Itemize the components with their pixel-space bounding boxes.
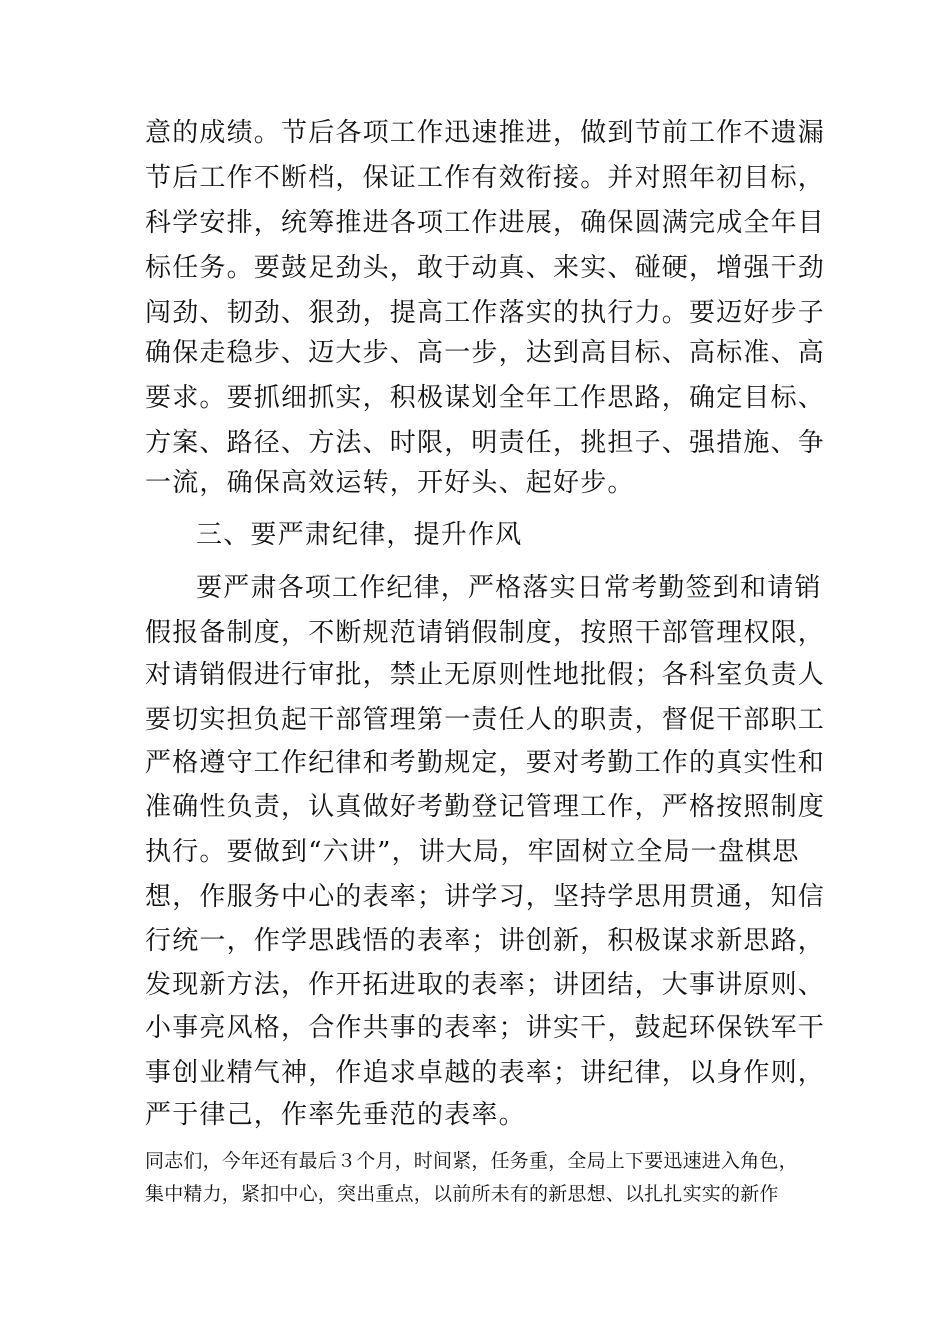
paragraph-1-line: 节后工作不断档，保证工作有效衔接。并对照年初目标， [145,163,826,193]
paragraph-1-line: 意的成绩。节后各项工作迅速推进，做到节前工作不遗漏 [145,118,826,148]
paragraph-2-line: 要切实担负起干部管理第一责任人的职责，督促干部职工 [145,705,826,735]
section-heading: 三、要严肃纪律，提升作风 [196,520,523,550]
paragraph-1-line: 科学安排，统筹推进各项工作进展，确保圆满完成全年目 [145,208,826,238]
paragraph-2-line: 行统一，作学思践悟的表率；讲创新，积极谋求新思路， [145,926,826,956]
paragraph-1-line: 方案、路径、方法、时限，明责任，挑担子、强措施、争 [145,428,826,458]
paragraph-2-line: 小事亮风格，合作共事的表率；讲实干，鼓起环保铁军干 [145,1013,826,1043]
paragraph-3-line: 集中精力，紧扣中心，突出重点，以前所未有的新思想、以扎扎实实的新作 [145,1183,779,1205]
paragraph-2-line: 事创业精气神，作追求卓越的表率；讲纪律，以身作则， [145,1058,826,1088]
paragraph-3-line: 同志们，今年还有最后３个月，时间紧，任务重，全局上下要迅速进入角色， [145,1150,798,1172]
paragraph-2-line: 发现新方法，作开拓进取的表率；讲团结，大事讲原则、 [145,970,826,1000]
paragraph-1-line: 确保走稳步、迈大步、高一步，达到高目标、高标准、高 [145,338,826,368]
paragraph-2-line: 要严肃各项工作纪律，严格落实日常考勤签到和请销 [196,573,822,603]
paragraph-1-line: 标任务。要鼓足劲头，敢于动真、来实、碰硬，增强干劲 [145,253,826,283]
paragraph-2-line: 严格遵守工作纪律和考勤规定，要对考勤工作的真实性和 [145,748,826,778]
paragraph-1-line: 闯劲、韧劲、狠劲，提高工作落实的执行力。要迈好步子 [145,298,826,328]
paragraph-1-line: 一流，确保高效运转，开好头、起好步。 [145,468,635,498]
paragraph-2-line: 假报备制度，不断规范请销假制度，按照干部管理权限， [145,618,826,648]
paragraph-2-line: 严于律己，作率先垂范的表率。 [145,1100,526,1130]
paragraph-2-line: 想，作服务中心的表率；讲学习，坚持学思用贯通，知信 [145,882,826,912]
paragraph-2-line: 准确性负责，认真做好考勤登记管理工作，严格按照制度 [145,792,826,822]
paragraph-1-line: 要求。要抓细抓实，积极谋划全年工作思路，确定目标、 [145,383,826,413]
paragraph-2-line: 对请销假进行审批，禁止无原则性地批假；各科室负责人 [145,660,826,690]
paragraph-2-line: 执行。要做到“六讲”，讲大局，牢固树立全局一盘棋思 [145,837,800,867]
